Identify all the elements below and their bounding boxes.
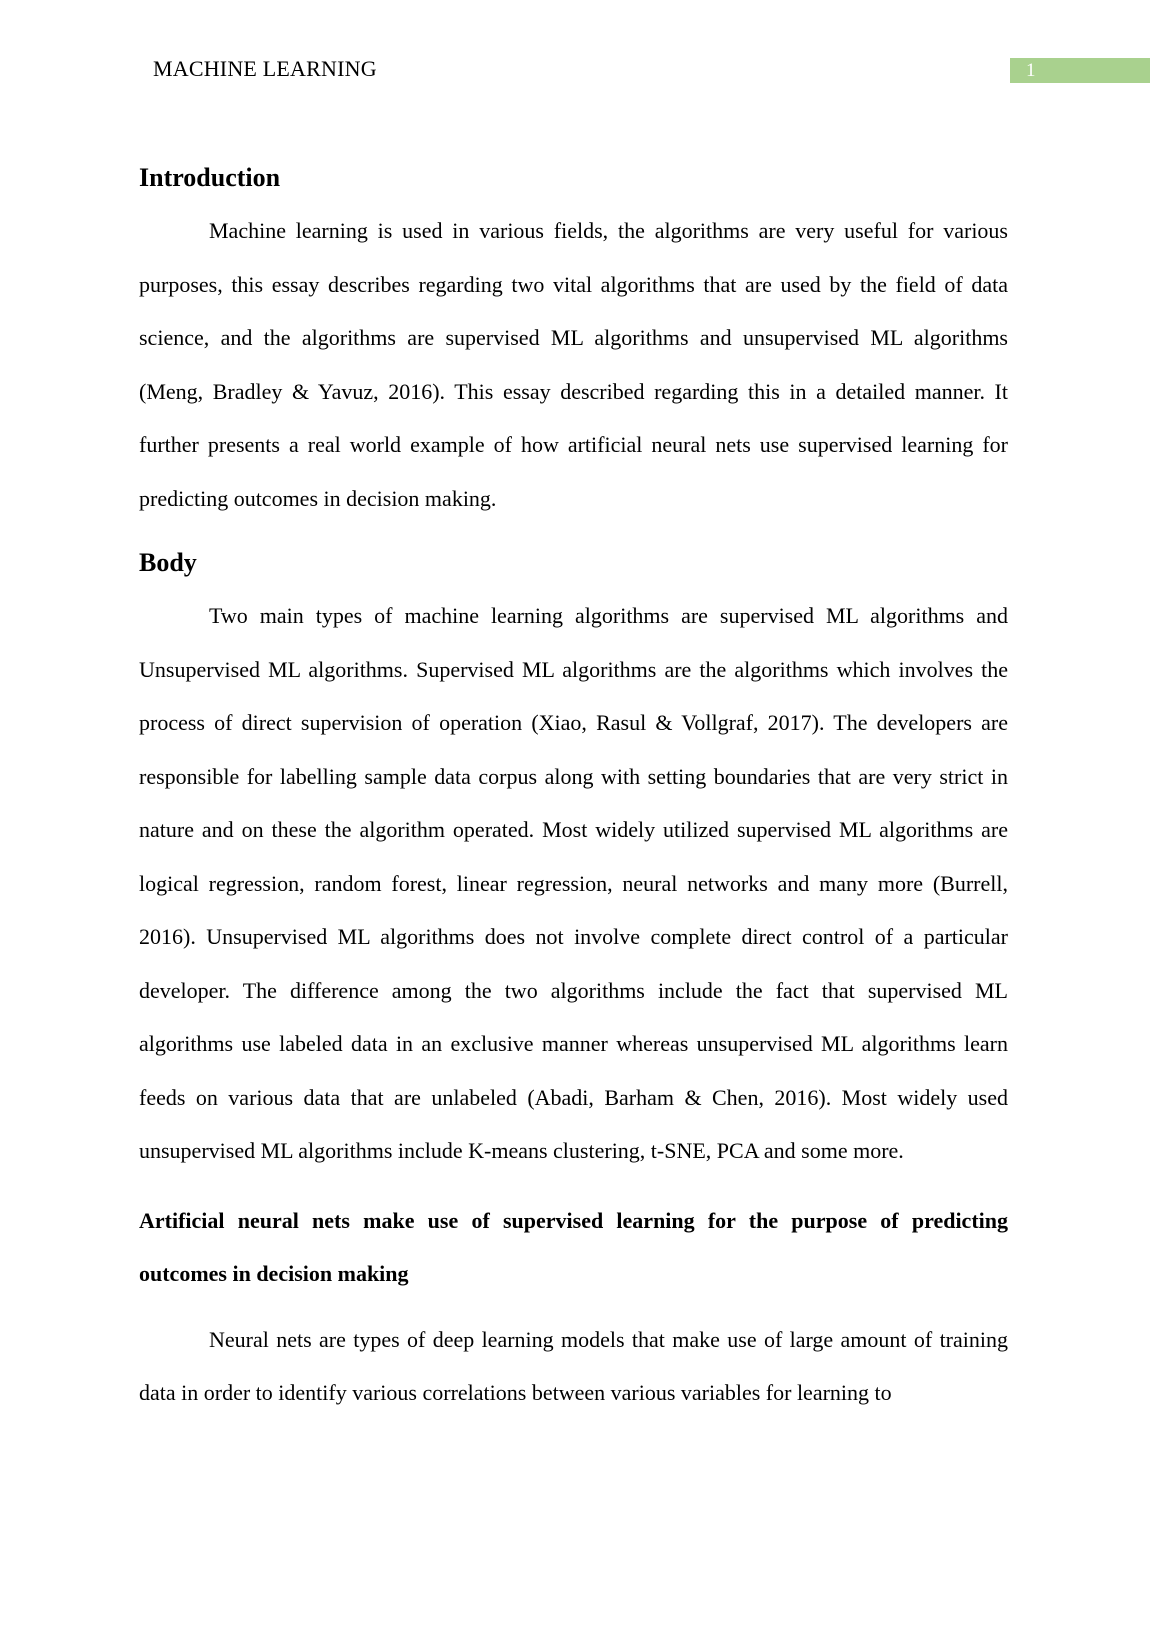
document-body: [139, 156, 1008, 1420]
running-head: MACHINE LEARNING: [153, 56, 377, 81]
neural-nets-paragraph: Neural nets are types of deep learning models that make use of large amount of training data in order to identify various correlations between various variables for learning to: [139, 1326, 1008, 1405]
body-paragraph: Two main types of machine learning algorithms are supervised ML algorithms and Unsupervised ML algorithms. Supervised ML algorithms are the algorithms which involves the process of direct supervision of operation (Xiao, Rasul & Vollgraf, 2017). The developers are responsible for labelling sample data corpus along with setting boundaries that are very strict in nature and on these the algorithm operated. Most widely utilized supervised ML algorithms are logical regression, random forest, linear regression, neural networks and many more (Burrell, 2016). Unsupervised ML algorithms does not involve complete direct control of a particular developer. The difference among the two algorithms include the fact that supervised ML algorithms use labeled data in an exclusive manner whereas unsupervised ML algorithms learn feeds on various data that are unlabeled (Abadi, Barham & Chen, 2016). Most widely used unsupervised ML algorithms include K-means clustering, t-SNE, PCA and some more.: [139, 603, 1008, 1163]
neural-nets-heading: Artificial neural nets make use of supervised learning for the purpose of predicting outcomes in decision making: [139, 1207, 1008, 1286]
page-number-box: [1010, 58, 1150, 83]
body-heading: Body: [139, 548, 197, 577]
page-number: 1: [1026, 60, 1036, 81]
introduction-paragraph: Machine learning is used in various fields, the algorithms are very useful for various purposes, this essay describes regarding two vital algorithms that are used by the field of data science, and the algorithms are supervised ML algorithms and unsupervised ML algorithms (Meng, Bradley & Yavuz, 2016). This essay described regarding this in a detailed manner. It further presents a real world example of how artificial neural nets use supervised learning for predicting outcomes in decision making.: [139, 218, 1008, 511]
introduction-heading: Introduction: [139, 163, 281, 192]
